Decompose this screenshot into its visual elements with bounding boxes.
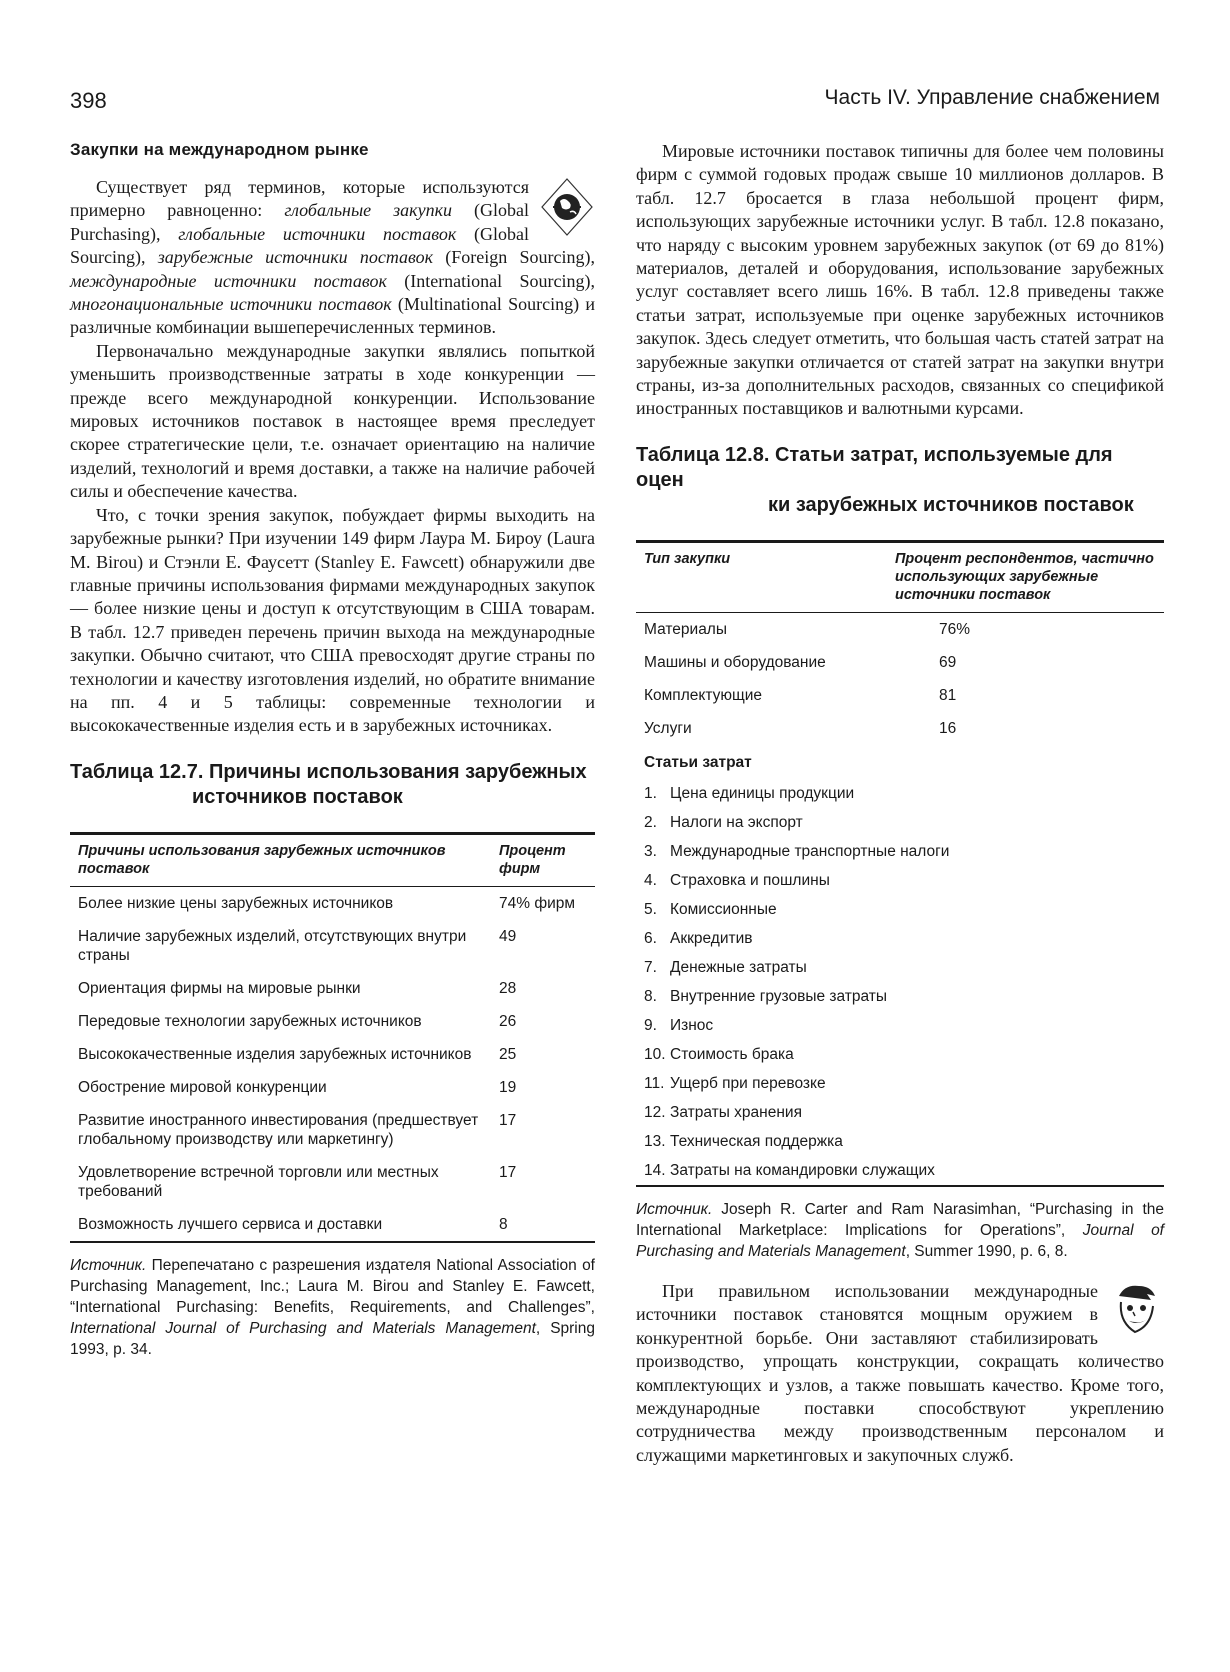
cost-item-label: Цена единицы продукции — [670, 784, 855, 802]
right-paragraph-2: При правильном использовании международные источники поставок становятся мощным оружием в конкурентной борьбе. Они заставляют стабилизировать производство, упрощать конструкции, сокращать количество комплектующих и узлов, а также повышать качество. Кроме того, международные поставки способствуют укреплению сотрудничества между производственным персоналом и служащими маркетинговых и закупочных служб. — [636, 1280, 1164, 1465]
table-12-8-header-type: Тип закупки — [636, 541, 887, 612]
cost-item-number: 12. — [644, 1103, 666, 1121]
source-segment: , Summer 1990, p. 6, 8. — [905, 1242, 1068, 1260]
percent-cell: 49 — [499, 927, 517, 945]
paragraph-1-segment: (Global Purchasing), — [70, 200, 529, 244]
table-row — [70, 1156, 595, 1208]
source-segment: Источник. — [636, 1200, 713, 1218]
table-row — [636, 646, 1164, 679]
cost-item-label: Затраты хранения — [670, 1103, 802, 1121]
percent-cell: 76% — [939, 620, 971, 638]
table-row — [70, 1038, 595, 1071]
cost-item-number: 11. — [644, 1074, 665, 1092]
cost-item — [636, 808, 1164, 837]
cost-item — [636, 837, 1164, 866]
cost-item-number: 3. — [644, 842, 657, 860]
section-title: Закупки на международном рынке — [70, 140, 369, 159]
percent-cell: 81 — [939, 686, 957, 704]
cost-item-label: Износ — [670, 1016, 714, 1034]
source-segment: Journal of Purchasing and Materials Management — [636, 1221, 1164, 1260]
paragraph-1-segment: (International Sourcing), — [386, 270, 595, 291]
cost-item-number: 13. — [644, 1132, 666, 1150]
cost-item-number: 14. — [644, 1161, 666, 1179]
table-12-7-title-line-2: источников поставок — [192, 785, 403, 808]
reason-cell: Передовые технологии зарубежных источников — [78, 1012, 422, 1030]
table-row — [636, 679, 1164, 712]
cost-item-number: 7. — [644, 958, 657, 976]
cost-item-row — [636, 1098, 1164, 1127]
table-12-7-header-reason: Причины использования зарубежных источников поставок — [70, 833, 491, 886]
source-segment: Перепечатано с разрешения издателя National Association of Purchasing Management, Inc.; Laura M. Birou and Stanley E. Fawcett, “International Purchasing: Benefits, Requirements, and Challenges”, — [70, 1256, 595, 1316]
table-row — [636, 612, 1164, 646]
table-row — [636, 712, 1164, 745]
cost-item-row — [636, 1040, 1164, 1069]
table-12-7-source — [70, 1255, 595, 1360]
cost-item-label: Денежные затраты — [670, 958, 807, 976]
cost-item-label: Международные транспортные налоги — [670, 842, 950, 860]
percent-cell: 16 — [939, 719, 957, 737]
source-segment: Источник. — [70, 1256, 147, 1274]
paragraph-1-segment: международные источники поставок — [70, 270, 387, 291]
type-cell: Материалы — [644, 620, 727, 638]
cost-item-label: Ущерб при перевозке — [670, 1074, 826, 1092]
cost-item-number: 6. — [644, 929, 657, 947]
type-cell: Машины и оборудование — [644, 653, 826, 671]
paragraph-1-segment: (Multinational Sourcing) и различные комбинации вышеперечисленных терминов. — [70, 294, 595, 338]
paragraph-1-wrap — [70, 176, 595, 340]
reason-cell: Наличие зарубежных изделий, отсутствующих внутри страны — [78, 927, 467, 964]
type-cell: Комплектующие — [644, 686, 762, 704]
paragraph-1-text — [70, 177, 595, 337]
cost-item-number: 1. — [644, 784, 657, 802]
cost-item — [636, 953, 1164, 982]
table-12-7 — [70, 832, 595, 1243]
table-row — [70, 920, 595, 972]
percent-cell: 28 — [499, 979, 517, 997]
cost-item — [636, 1040, 1164, 1069]
table-12-8-source — [636, 1199, 1164, 1262]
cost-item-row — [636, 1011, 1164, 1040]
table-row — [70, 1071, 595, 1104]
paragraph-1-segment: зарубежные источники поставок — [157, 247, 434, 268]
source-segment: International Journal of Purchasing and Materials Management — [70, 1319, 536, 1337]
cost-item-row — [636, 924, 1164, 953]
table-row — [70, 1005, 595, 1038]
paragraph-1-segment: многонациональные источники поставок — [70, 294, 392, 315]
percent-cell: 19 — [499, 1078, 517, 1096]
reason-cell: Развитие иностранного инвестирования (предшествует глобальному производству или маркетингу) — [78, 1111, 479, 1148]
cartoon-face-icon — [1108, 1280, 1164, 1342]
cost-item-row — [636, 1156, 1164, 1186]
paragraph-1 — [70, 176, 595, 340]
paragraph-2: Первоначально международные закупки являлись попыткой уменьшить производственные затраты в ходе конкуренции — прежде всего международной конкуренции. Использование мировых источников поставок в настоящее время преследует скорее стратегические цели, т.е. означает ориентацию на наличие изделий, технологий и время доставки, а также на наличие рабочей силы и обеспечение качества. — [70, 340, 595, 502]
type-cell: Услуги — [644, 719, 692, 737]
table-12-8-title-line-1: Таблица 12.8. Статьи затрат, используемые для оцен — [636, 443, 1113, 491]
reason-cell: Высококачественные изделия зарубежных источников — [78, 1045, 472, 1063]
cost-item-number: 2. — [644, 813, 657, 831]
percent-cell: 25 — [499, 1045, 517, 1063]
cost-item — [636, 1098, 1164, 1127]
table-12-8-title — [636, 443, 1164, 518]
cost-item-row — [636, 1069, 1164, 1098]
percent-cell: 69 — [939, 653, 957, 671]
cost-item-label: Комиссионные — [670, 900, 777, 918]
cost-item-row — [636, 866, 1164, 895]
reason-cell: Ориентация фирмы на мировые рынки — [78, 979, 361, 997]
cost-item — [636, 866, 1164, 895]
right-paragraph-1: Мировые источники поставок типичны для более чем половины фирм с суммой годовых продаж свыше 10 миллионов долларов. В табл. 12.7 бросается в глаза небольшой процент фирм, использующих зарубежные источники услуг. В табл. 12.8 показано, что наряду с высоким уровнем зарубежных закупок (от 69 до 81%) материалов, деталей и оборудования, использование зарубежных услуг составляет всего лишь 16%. В табл. 12.8 приведены также статьи затрат, используемые при оценке зарубежных источников закупок. Здесь следует отметить, что большая часть статей затрат на зарубежные закупки отличается от статей затрат на закупки внутри страны, из-за дополнительных расходов, связанных со спецификой иностранных поставщиков и валютными курсами. — [636, 141, 1164, 419]
cost-item-number: 5. — [644, 900, 657, 918]
cost-item-row — [636, 895, 1164, 924]
percent-cell: 74% фирм — [499, 894, 576, 912]
cost-items-header-row — [636, 745, 1164, 779]
cost-item-row — [636, 837, 1164, 866]
cost-item-label: Стоимость брака — [670, 1045, 794, 1063]
right-paragraph-2-wrap — [636, 1280, 1164, 1467]
table-12-7-title — [70, 760, 595, 810]
table-12-7-title-line-1: Таблица 12.7. Причины использования зарубежных — [70, 760, 587, 783]
cost-item-number: 4. — [644, 871, 657, 889]
source-segment: , Spring 1993, p. 34. — [70, 1319, 595, 1358]
paragraph-1-segment: Существует ряд терминов, которые используются примерно равноценно: — [70, 177, 529, 221]
left-column — [70, 140, 595, 1360]
table-12-8 — [636, 540, 1164, 1187]
cost-item — [636, 895, 1164, 924]
paragraph-1-segment: (Foreign Sourcing), — [433, 247, 595, 268]
cost-item — [636, 1011, 1164, 1040]
paragraph-1-segment: (Global Sourcing), — [70, 223, 530, 268]
cost-items-header: Статьи затрат — [644, 753, 752, 771]
reason-cell: Обострение мировой конкуренции — [78, 1078, 327, 1096]
page-number: 398 — [70, 88, 107, 113]
cost-item — [636, 982, 1164, 1011]
cost-item — [636, 1069, 1164, 1098]
cost-item-row — [636, 982, 1164, 1011]
paragraph-1-segment: глобальные источники поставок — [178, 223, 457, 244]
paragraph-3: Что, с точки зрения закупок, побуждает фирмы выходить на зарубежные рынки? При изучении 149 фирм Лаура М. Бироу (Laura M. Birou) и Стэнли Е. Фаусетт (Stanley E. Fawcett) обнаружили две главные причины использования фирмами международных закупок — более низкие цены и доступ к отсутствующим в США товарам. В табл. 12.7 приведен перечень причин выхода на международные закупки. Обычно считают, что США превосходят другие страны по технологии и качеству изготовления изделий, но обратите внимание на пп. 4 и 5 таблицы: современные технологии и высококачественные изделия есть и в зарубежных источниках. — [70, 504, 595, 736]
reason-cell: Более низкие цены зарубежных источников — [78, 894, 394, 912]
table-12-8-body — [636, 612, 1164, 1186]
table-row — [70, 1208, 595, 1242]
cost-item-label: Аккредитив — [670, 929, 753, 947]
table-12-8-title-line-2: ки зарубежных источников поставок — [768, 493, 1134, 516]
table-12-7-body — [70, 886, 595, 1242]
reason-cell: Удовлетворение встречной торговли или местных требований — [78, 1163, 439, 1200]
cost-item-label: Затраты на командировки служащих — [670, 1161, 935, 1179]
cost-item — [636, 1156, 1164, 1186]
table-row — [70, 1104, 595, 1156]
reason-cell: Возможность лучшего сервиса и доставки — [70, 1208, 491, 1242]
table-row — [70, 972, 595, 1005]
cost-item — [636, 1127, 1164, 1156]
cost-item-row — [636, 808, 1164, 837]
cost-item-row — [636, 953, 1164, 982]
right-column — [636, 140, 1164, 1467]
cost-item-label: Страховка и пошлины — [670, 871, 830, 889]
paragraph-1-segment: глобальные закупки — [284, 200, 452, 221]
cost-item-number: 9. — [644, 1016, 657, 1034]
cost-item-label: Техническая поддержка — [670, 1132, 843, 1150]
source-segment: Joseph R. Carter and Ram Narasimhan, “Purchasing in the International Marketplace: Implications for Operations”, — [636, 1200, 1164, 1239]
table-12-7-header-percent: Процент фирм — [491, 833, 595, 886]
cost-item-label: Внутренние грузовые затраты — [670, 987, 888, 1005]
percent-cell: 17 — [499, 1111, 517, 1129]
cost-item — [636, 924, 1164, 953]
percent-cell: 26 — [499, 1012, 517, 1030]
cost-item-row — [636, 779, 1164, 808]
cost-item-label: Налоги на экспорт — [670, 813, 803, 831]
table-row — [70, 886, 595, 920]
cost-item-number: 10. — [644, 1045, 666, 1063]
cost-item-number: 8. — [644, 987, 657, 1005]
running-head: Часть IV. Управление снабжением — [824, 86, 1160, 109]
globe-icon — [539, 176, 595, 238]
cost-item-row — [636, 1127, 1164, 1156]
table-12-8-header-percent: Процент респондентов, частично использующих зарубежные источники поставок — [887, 541, 1164, 612]
cost-item — [636, 779, 1164, 808]
percent-cell: 17 — [499, 1163, 517, 1181]
percent-cell: 8 — [491, 1208, 595, 1242]
